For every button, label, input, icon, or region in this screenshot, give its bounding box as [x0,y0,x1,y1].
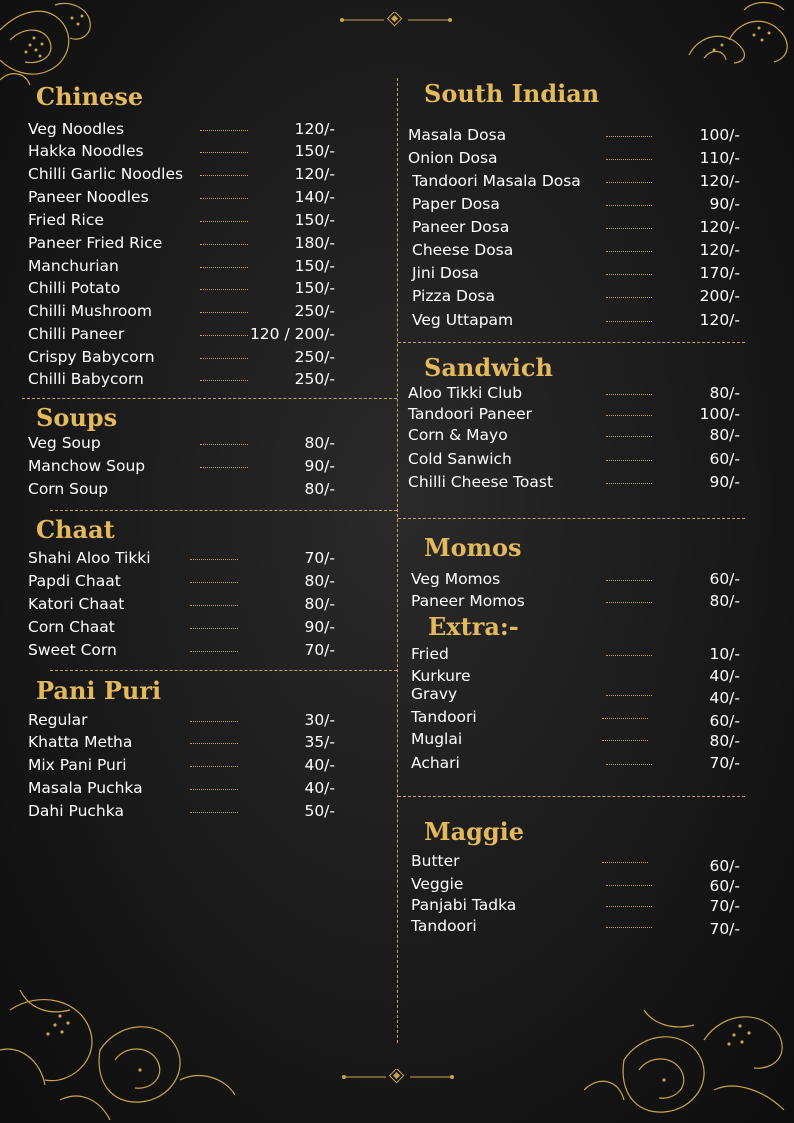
section-title-maggie: Maggie [424,817,525,846]
dot-leader [606,885,652,886]
item-price: 180/- [294,234,335,252]
item-price: 100/- [699,405,740,423]
dot-leader [190,605,238,606]
item-price: 60/- [709,712,740,730]
floral-corner-top-right-icon [684,0,794,65]
menu-item [411,591,740,611]
dot-leader [606,460,652,461]
dot-leader [606,927,652,928]
item-price: 60/- [709,877,740,895]
menu-item [408,286,740,306]
item-price: 40/- [304,779,335,797]
menu-item [408,148,740,168]
dot-leader [606,602,652,603]
dot-leader [606,205,652,206]
column-divider [397,78,398,1043]
item-price: 10/- [709,645,740,663]
item-name: Tandoori Masala Dosa [412,172,581,190]
menu-item [411,753,740,773]
item-price: 80/- [304,595,335,613]
menu-item [28,233,335,253]
item-name: Gravy [411,685,458,703]
floral-corner-top-left-icon [0,0,95,90]
menu-item [28,301,335,321]
dot-leader [606,297,652,298]
dot-leader [200,175,248,176]
dot-leader [200,312,248,313]
item-price: 150/- [294,279,335,297]
menu-item [28,548,335,568]
section-title-chaat: Chaat [36,515,115,544]
menu-item [28,617,335,637]
menu-item [28,141,335,161]
menu-item [28,571,335,591]
item-price: 80/- [709,426,740,444]
item-price: 40/- [709,667,740,685]
menu-item [408,425,740,445]
item-name: Fried Rice [28,211,104,229]
item-name: Regular [28,711,88,729]
menu-item [28,456,335,476]
dot-leader [200,289,248,290]
item-name: Pizza Dosa [412,287,496,305]
item-name: Veg Soup [28,434,101,452]
item-name: Veggie [411,875,464,893]
menu-item [28,187,335,207]
menu-item [408,217,740,237]
menu-item [411,729,740,749]
menu-section-chinese [28,119,335,391]
item-price: 140/- [294,188,335,206]
divider-flourish-top-icon [338,12,454,28]
item-name: Butter [411,852,460,870]
dot-leader [606,251,652,252]
dot-leader [606,436,652,437]
menu-section-sandwich [408,383,740,493]
dot-leader [190,812,238,813]
section-divider [398,796,745,797]
menu-item [28,369,335,389]
item-name: Corn Soup [28,480,109,498]
item-name: Corn & Mayo [408,426,508,444]
item-price: 90/- [709,195,740,213]
item-name: Paneer Noodles [28,188,149,206]
menu-item [408,310,740,330]
dot-leader [190,559,238,560]
dot-leader [606,483,652,484]
menu-section-pani-puri [28,710,335,822]
item-price: 70/- [304,641,335,659]
menu-section-south-indian [408,125,740,335]
item-price: 120/- [699,311,740,329]
item-price: 70/- [709,754,740,772]
menu-item [28,778,335,798]
dot-leader [606,228,652,229]
dot-leader [200,130,248,131]
menu-item [28,710,335,730]
dot-leader [606,182,652,183]
item-price: 250/- [294,370,335,388]
menu-item [411,666,740,686]
item-name: Aloo Tikki Club [408,384,523,402]
dot-leader [606,906,652,907]
item-name: Corn Chaat [28,618,115,636]
dot-leader [606,764,652,765]
item-name: Tandoori [411,708,477,726]
section-divider [50,670,397,671]
dot-leader [602,862,648,863]
dot-leader [602,740,648,741]
item-name: Masala Puchka [28,779,143,797]
menu-item [28,801,335,821]
menu-item [28,210,335,230]
menu-item [28,755,335,775]
dot-leader [602,718,648,719]
item-price: 90/- [304,457,335,475]
menu-item [28,640,335,660]
item-name: Chilli Cheese Toast [408,473,554,491]
item-name: Shahi Aloo Tikki [28,549,151,567]
item-price: 70/- [304,549,335,567]
menu-item [28,278,335,298]
dot-leader [200,221,248,222]
dot-leader [190,789,238,790]
menu-item [411,569,740,589]
dot-leader [190,743,238,744]
item-price: 150/- [294,211,335,229]
section-title-chinese: Chinese [36,82,144,111]
item-price: 80/- [304,434,335,452]
item-price: 110/- [699,149,740,167]
dot-leader [606,695,652,696]
dot-leader [200,467,248,468]
item-name: Paneer Momos [411,592,525,610]
menu-item [411,895,740,915]
menu-item [408,449,740,469]
item-name: Manchow Soup [28,457,146,475]
dot-leader [606,274,652,275]
dot-leader [200,244,248,245]
menu-item [28,594,335,614]
item-name: Masala Dosa [408,126,507,144]
section-title-south-indian: South Indian [424,79,600,108]
menu-section-soups [28,433,335,499]
menu-item [28,164,335,184]
item-name: Paper Dosa [412,195,500,213]
dot-leader [190,766,238,767]
item-price: 35/- [304,733,335,751]
item-name: Veg Noodles [28,120,125,138]
item-price: 120/- [699,172,740,190]
menu-item [408,171,740,191]
menu-section-momos [411,569,740,613]
item-name: Muglai [411,730,463,748]
dot-leader [190,582,238,583]
menu-item [408,240,740,260]
item-name: Sweet Corn [28,641,117,659]
menu-item [408,125,740,145]
item-name: Onion Dosa [408,149,498,167]
item-name: Achari [411,754,460,772]
menu-item [28,347,335,367]
item-price: 250/- [294,348,335,366]
dot-leader [606,159,652,160]
section-divider [398,518,745,519]
menu-item [408,404,740,424]
item-name: Veg Momos [411,570,501,588]
menu-item [411,684,740,707]
item-name: Chilli Potato [28,279,121,297]
item-name: Cheese Dosa [412,241,514,259]
menu-section-maggie [411,851,740,941]
item-name: Dahi Puchka [28,802,124,820]
item-price: 80/- [709,732,740,750]
item-name: Crispy Babycorn [28,348,155,366]
item-price: 100/- [699,126,740,144]
dot-leader [200,198,248,199]
item-name: Paneer Dosa [412,218,510,236]
dot-leader [200,444,248,445]
item-name: Tandoori Paneer [408,405,533,423]
menu-item [411,707,740,730]
dot-leader [200,358,248,359]
item-name: Chilli Paneer [28,325,125,343]
item-name: Jini Dosa [412,264,479,282]
dot-leader [200,380,248,381]
item-price: 120 / 200/- [249,325,335,343]
item-price: 70/- [709,920,740,938]
menu-section-chaat [28,548,335,660]
dot-leader [606,415,652,416]
item-price: 80/- [304,480,335,498]
menu-section-extra [411,644,740,774]
item-price: 60/- [709,857,740,875]
item-name: Chilli Garlic Noodles [28,165,184,183]
item-price: 30/- [304,711,335,729]
menu-item [408,472,740,492]
item-price: 80/- [709,384,740,402]
section-divider [50,510,397,511]
section-title-soups: Soups [36,403,118,432]
item-name: Manchurian [28,257,119,275]
menu-item [408,194,740,214]
item-price: 60/- [709,450,740,468]
item-name: Tandoori [411,917,477,935]
item-name: Fried [411,645,449,663]
menu-item [28,324,335,344]
dot-leader [200,152,248,153]
item-name: Veg Uttapam [412,311,514,329]
menu-item [408,263,740,283]
item-name: Mix Pani Puri [28,756,127,774]
dot-leader [190,651,238,652]
item-price: 120/- [294,120,335,138]
item-name: Panjabi Tadka [411,896,517,914]
item-price: 120/- [294,165,335,183]
menu-item [411,874,740,894]
item-name: Kurkure [411,667,471,685]
item-price: 90/- [709,473,740,491]
item-price: 70/- [709,897,740,915]
item-price: 80/- [304,572,335,590]
item-name: Cold Sanwich [408,450,512,468]
item-price: 40/- [709,689,740,707]
item-name: Paneer Fried Rice [28,234,163,252]
item-name: Katori Chaat [28,595,125,613]
item-price: 170/- [699,264,740,282]
item-price: 150/- [294,142,335,160]
section-divider [22,398,397,399]
divider-flourish-bottom-icon [340,1069,456,1085]
dot-leader [606,321,652,322]
section-title-pani-puri: Pani Puri [36,676,162,705]
floral-corner-bottom-left-icon [0,990,240,1123]
menu-item [28,256,335,276]
item-price: 150/- [294,257,335,275]
dot-leader [606,655,652,656]
item-name: Chilli Mushroom [28,302,152,320]
item-price: 120/- [699,241,740,259]
section-divider [398,342,745,343]
section-title-momos: Momos [424,533,522,562]
item-name: Khatta Metha [28,733,133,751]
item-name: Chilli Babycorn [28,370,144,388]
item-price: 50/- [304,802,335,820]
menu-item [411,916,740,936]
menu-item [408,383,740,403]
dot-leader [200,267,248,268]
dot-leader [190,628,238,629]
dot-leader [606,580,652,581]
dot-leader [200,335,248,336]
section-title-sandwich: Sandwich [424,353,553,382]
menu-item [411,644,740,664]
item-price: 40/- [304,756,335,774]
section-title-extra: Extra:- [428,612,519,641]
item-price: 80/- [709,592,740,610]
item-price: 250/- [294,302,335,320]
item-name: Papdi Chaat [28,572,121,590]
menu-item [28,479,335,499]
dot-leader [606,394,652,395]
item-price: 120/- [699,218,740,236]
item-name: Hakka Noodles [28,142,144,160]
dot-leader [606,136,652,137]
item-price: 90/- [304,618,335,636]
dot-leader [190,721,238,722]
menu-item [411,851,740,875]
floral-corner-bottom-right-icon [584,1000,794,1123]
item-price: 60/- [709,570,740,588]
menu-item [28,433,335,453]
menu-item [28,119,335,139]
item-price: 200/- [699,287,740,305]
menu-item [28,732,335,752]
